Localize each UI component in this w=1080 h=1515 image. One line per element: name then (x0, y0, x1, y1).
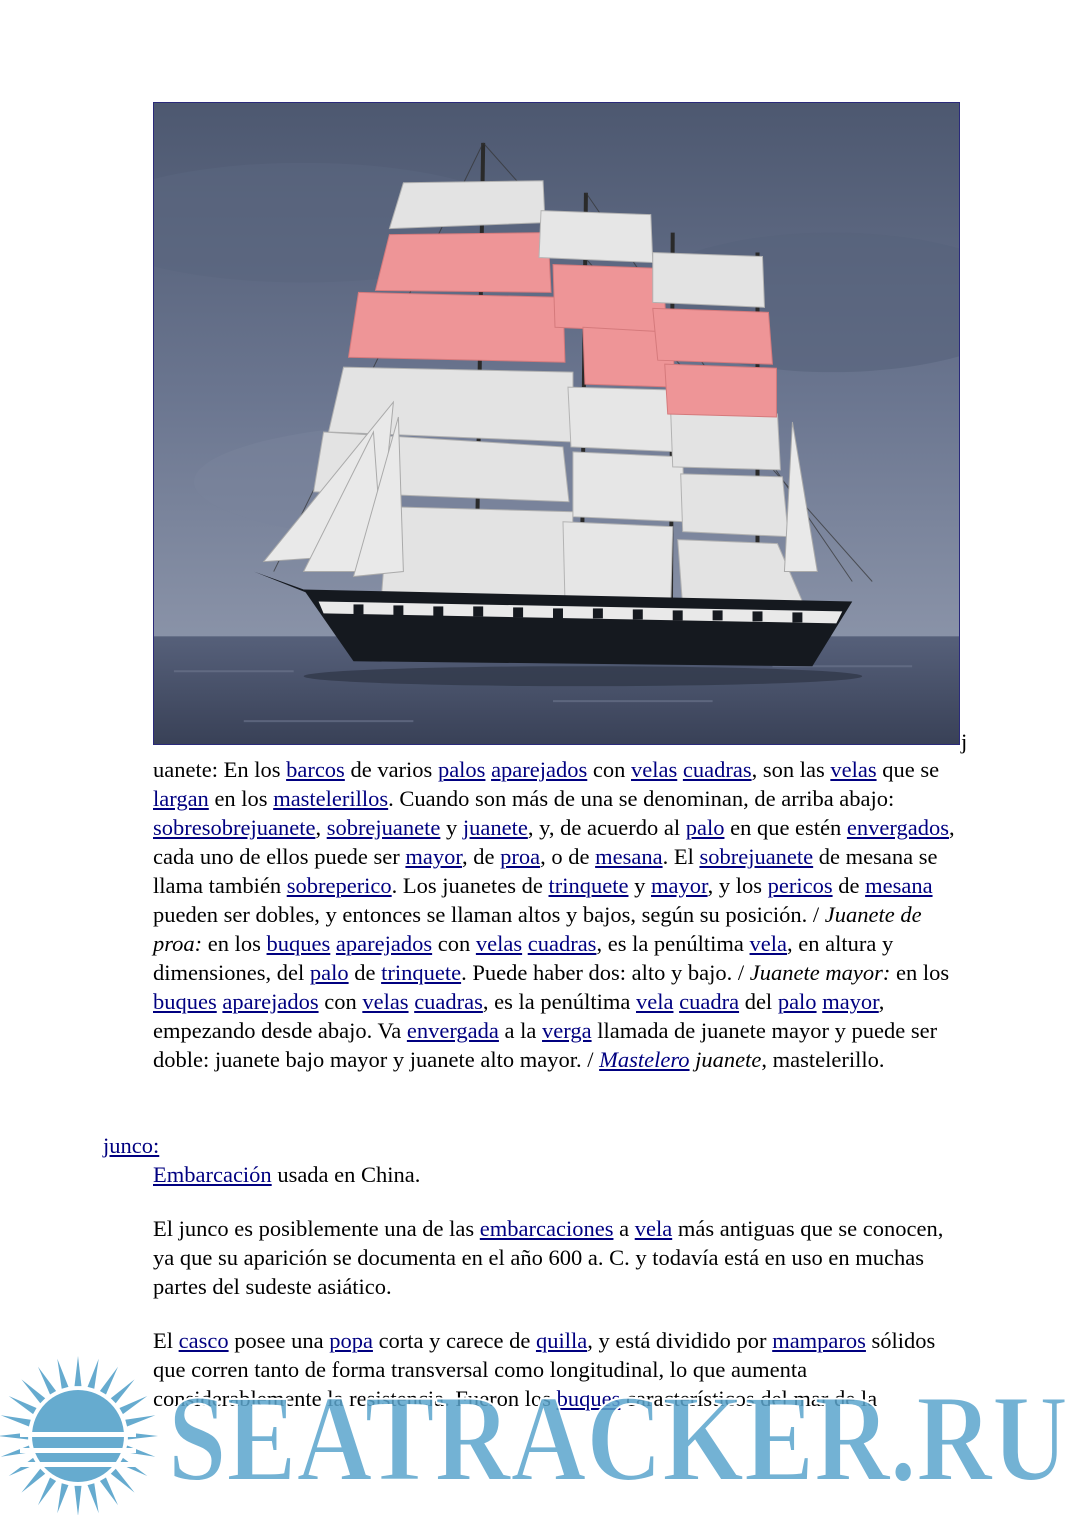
junco-paragraph-2 (153, 1326, 968, 1413)
link-velas[interactable]: velas (475, 931, 523, 956)
wrapped-letter-j: j (961, 729, 968, 754)
text-run: a la (498, 1018, 543, 1043)
link-palo[interactable]: palo (685, 815, 725, 840)
text-run: , o de (540, 844, 596, 869)
text-run: característicos del mar de la (620, 1386, 878, 1411)
text-run: llamada de juanete mayor y puede ser doble: juanete bajo mayor y juanete alto mayor. / (153, 1018, 938, 1072)
text-run: , y está dividido por (587, 1328, 773, 1353)
link-cuadras[interactable]: cuadras (527, 931, 597, 956)
link-aparejados[interactable]: aparejados (491, 757, 588, 782)
link-velas[interactable]: velas (631, 757, 678, 782)
link-barcos[interactable]: barcos (286, 757, 345, 782)
link-mesana[interactable]: mesana (595, 844, 663, 869)
link-casco[interactable]: casco (178, 1328, 229, 1353)
text-run: , de (462, 844, 501, 869)
text-run: y (440, 815, 463, 840)
link-mesana[interactable]: mesana (865, 873, 933, 898)
link-vela[interactable]: vela (634, 1216, 673, 1241)
link-proa[interactable]: proa (500, 844, 541, 869)
text-run: de (348, 960, 382, 985)
text-run: . Los juanetes de (391, 873, 549, 898)
text-run: , mastelerillo. (761, 1047, 885, 1072)
link-aparejados[interactable]: aparejados (335, 931, 433, 956)
text-run: de (832, 873, 866, 898)
link-sobresobrejuanete[interactable]: sobresobrejuanete (153, 815, 316, 840)
link-cuadra[interactable]: cuadra (679, 989, 740, 1014)
text-run: y (628, 873, 651, 898)
text-run: , es la penúltima (482, 989, 636, 1014)
link-palos[interactable]: palos (437, 757, 486, 782)
text-run: , empezando desde abajo. Va (153, 989, 885, 1043)
glossary-term-junco[interactable]: junco: (103, 1133, 160, 1158)
text-run: con (587, 757, 632, 782)
text-run: del (739, 989, 778, 1014)
link-palo[interactable]: palo (309, 960, 349, 985)
link-cuadras[interactable]: cuadras (414, 989, 483, 1014)
link-largan[interactable]: largan (153, 786, 209, 811)
link-envergados[interactable]: envergados (846, 815, 949, 840)
link-popa[interactable]: popa (329, 1328, 373, 1353)
link-cuadras[interactable]: cuadras (682, 757, 752, 782)
text-run: pueden ser dobles, y entonces se llaman altos y bajos, según su posición. / (153, 902, 825, 927)
link-mamparos[interactable]: mamparos (772, 1328, 866, 1353)
link-embarcaciones[interactable]: embarcaciones (479, 1216, 614, 1241)
text-run: , (315, 815, 327, 840)
text-run: El (153, 1328, 179, 1353)
ship-image (153, 102, 960, 745)
text-run: uanete: En los (153, 757, 287, 782)
link-vela[interactable]: vela (636, 989, 674, 1014)
text-run: que se (876, 757, 940, 782)
link-buques[interactable]: buques (556, 1386, 621, 1411)
link-mayor[interactable]: mayor (405, 844, 462, 869)
link-sobrejuanete[interactable]: sobrejuanete (326, 815, 441, 840)
text-run: de varios (344, 757, 438, 782)
link-buques[interactable]: buques (266, 931, 331, 956)
text-run: en que estén (724, 815, 847, 840)
italic-term-juanete: juanete (695, 1047, 762, 1072)
link-velas[interactable]: velas (362, 989, 409, 1014)
text-run: , es la penúltima (596, 931, 750, 956)
text-run: El junco es posiblemente una de las (153, 1216, 480, 1241)
link-mayor[interactable]: mayor (651, 873, 708, 898)
link-mayor[interactable]: mayor (822, 989, 879, 1014)
text-run: con (432, 931, 476, 956)
link-velas[interactable]: velas (830, 757, 877, 782)
text-run: en los (202, 931, 267, 956)
sun-logo-icon (0, 1356, 158, 1515)
link-sobrejuanete[interactable]: sobrejuanete (699, 844, 814, 869)
text-run: posee una (228, 1328, 330, 1353)
link-mastelerillos[interactable]: mastelerillos (273, 786, 389, 811)
text-run: a (613, 1216, 635, 1241)
link-trinquete[interactable]: trinquete (548, 873, 629, 898)
text-run: . Cuando son más de una se denominan, de arriba abajo: (388, 786, 895, 811)
link-quilla[interactable]: quilla (535, 1328, 588, 1353)
link-trinquete[interactable]: trinquete (381, 960, 462, 985)
link-aparejados[interactable]: aparejados (222, 989, 319, 1014)
text-run: corta y carece de (372, 1328, 536, 1353)
watermark-text: SEATRACKER.RU (168, 1370, 1068, 1507)
link-verga[interactable]: verga (542, 1018, 592, 1043)
italic-term-juanete-mayor: Juanete mayor: (749, 960, 891, 985)
juanete-definition (153, 755, 968, 1074)
link-buques[interactable]: buques (153, 989, 217, 1014)
text-run: . El (662, 844, 700, 869)
link-sobreperico[interactable]: sobreperico (286, 873, 392, 898)
link-juanete[interactable]: juanete (462, 815, 528, 840)
link-pericos[interactable]: pericos (767, 873, 833, 898)
text-run: , en altura y dimensiones, del (153, 931, 894, 985)
text-run: usada en China. (271, 1162, 421, 1187)
text-run: en los (208, 786, 274, 811)
text-run: con (318, 989, 363, 1014)
text-run: en los (890, 960, 950, 985)
link-vela[interactable]: vela (749, 931, 788, 956)
text-run: sólidos que corren tanto de forma transversal como longitudinal, lo que aumenta considerablemente la resistencia. Fueron los (153, 1328, 936, 1411)
text-run: más antiguas que se conocen, ya que su aparición se documenta en el año 600 a. C. y todavía está en uso en muchas partes del sudeste asiático. (153, 1216, 944, 1299)
text-run: , y, de acuerdo al (527, 815, 686, 840)
text-run: , y los (707, 873, 768, 898)
text-run: , son las (751, 757, 831, 782)
link-palo[interactable]: palo (777, 989, 817, 1014)
link-embarcacion[interactable]: Embarcación (153, 1162, 272, 1187)
junco-paragraph-1 (153, 1214, 968, 1301)
junco-definition (153, 1160, 968, 1189)
link-mastelero[interactable]: Mastelero (599, 1047, 690, 1072)
italic-term-juanete-de-proa: Juanete de proa: (153, 902, 922, 956)
text-run: de mesana se llama también (153, 844, 938, 898)
text-run: . Puede haber dos: alto y bajo. / (461, 960, 750, 985)
text-run: , cada uno de ellos puede ser (153, 815, 955, 869)
link-envergada[interactable]: envergada (406, 1018, 499, 1043)
